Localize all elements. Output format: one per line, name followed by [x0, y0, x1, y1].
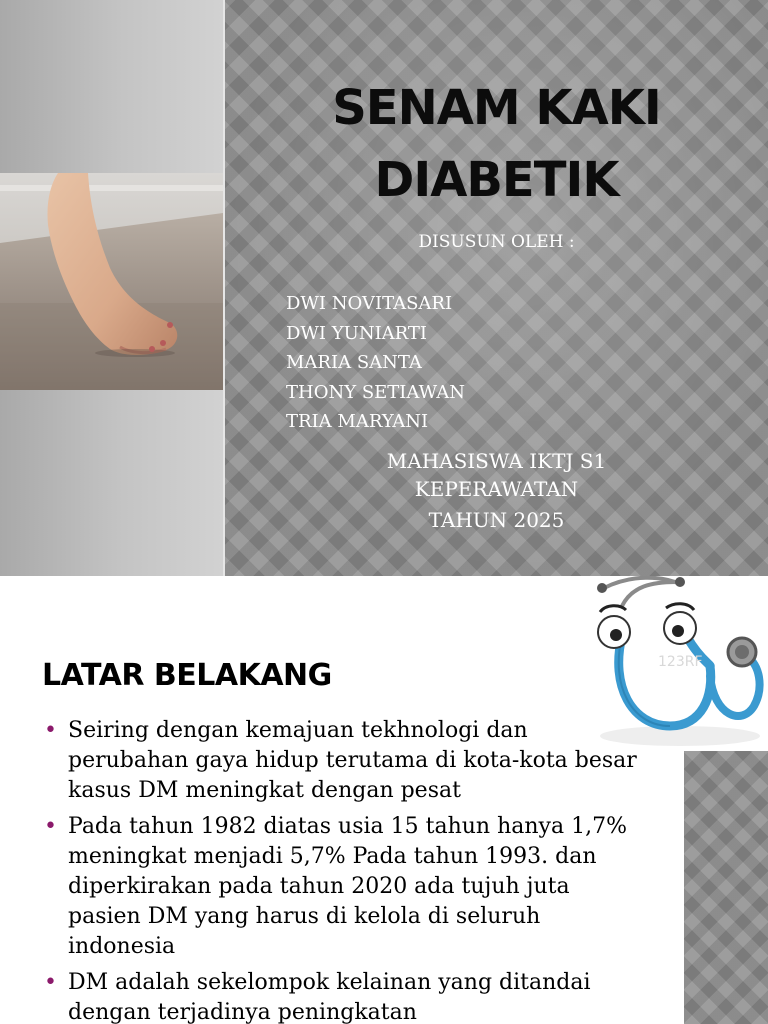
- author-name: MARIA SANTA: [286, 352, 422, 373]
- svg-text:123RF: 123RF: [658, 654, 703, 670]
- org-line-2: KEPERAWATAN: [414, 477, 579, 501]
- content-slide: [0, 576, 768, 1024]
- author-list: [286, 289, 465, 437]
- bullet-text: Seiring dengan kemajuan tekhnologi dan perubahan gaya hidup terutama di kota-kota besar kasus DM meningkat dengan pesat: [68, 718, 637, 803]
- list-item: [44, 716, 644, 806]
- section-heading: LATAR BELAKANG: [42, 658, 332, 693]
- author-name: TRIA MARYANI: [286, 411, 429, 432]
- list-item: [44, 968, 644, 1024]
- bullet-text: Pada tahun 1982 diatas usia 15 tahun hanya 1,7% meningkat menjadi 5,7% Pada tahun 1993. dan diperkirakan pada tahun 2020 ada tujuh juta pasien DM yang harus di kelola di seluruh indonesia: [68, 814, 627, 959]
- bullet-marker: •: [44, 718, 57, 743]
- org-line-1: MAHASISWA IKTJ S1: [386, 449, 607, 473]
- title-line-1: SENAM KAKI: [332, 80, 661, 136]
- organization: [225, 447, 768, 503]
- list-item: [44, 812, 644, 962]
- decorative-panel: [684, 751, 768, 1024]
- subtitle: DISUSUN OLEH :: [418, 232, 575, 252]
- author-name: DWI NOVITASARI: [286, 293, 453, 314]
- bullet-marker: •: [44, 814, 57, 839]
- slide-title: [225, 72, 768, 216]
- author-name: DWI YUNIARTI: [286, 322, 428, 344]
- title-line-2: DIABETIK: [374, 152, 619, 208]
- bullet-list: [44, 716, 644, 1024]
- foot-on-tiptoe-photo: [0, 173, 223, 390]
- year-label: TAHUN 2025: [428, 508, 565, 532]
- bullet-marker: •: [44, 970, 57, 995]
- bullet-text: DM adalah sekelompok kelainan yang ditandai dengan terjadinya peningkatan: [68, 970, 591, 1024]
- author-name: THONY SETIAWAN: [286, 381, 466, 403]
